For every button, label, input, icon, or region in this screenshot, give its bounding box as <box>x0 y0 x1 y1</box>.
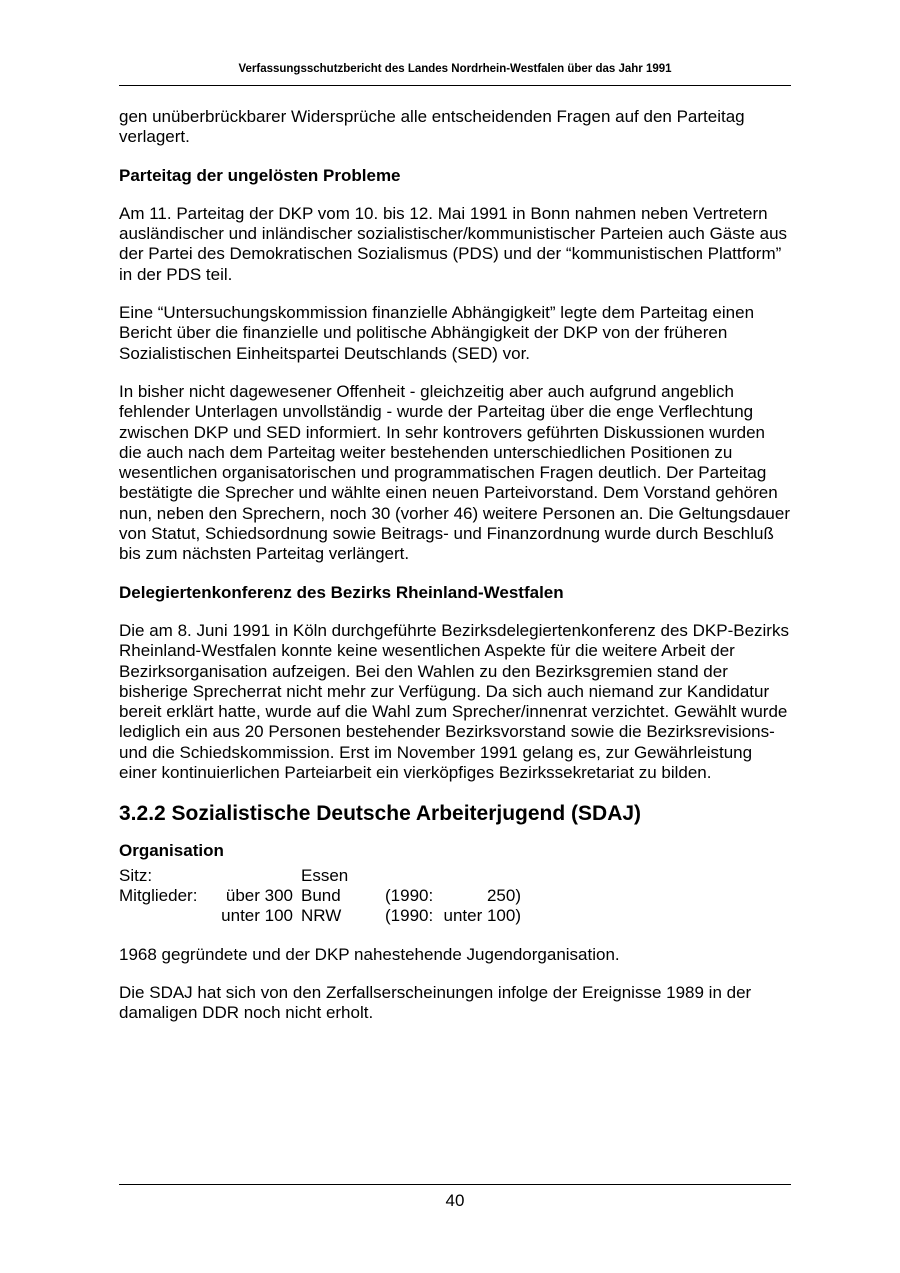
paragraph: Die SDAJ hat sich von den Zerfallserscheinungen infolge der Ereignisse 1989 in der damaligen DDR noch nicht erholt. <box>119 982 752 1023</box>
member-scope: Bund <box>301 885 341 905</box>
section-heading-parteitag: Parteitag der ungelösten Probleme <box>119 165 401 185</box>
table-row <box>119 906 521 926</box>
page-body <box>119 107 791 1041</box>
organisation-table <box>119 866 521 927</box>
section-heading-delegiertenkonferenz: Delegiertenkonferenz des Bezirks Rheinland-Westfalen <box>119 582 564 602</box>
subheading-organisation: Organisation <box>119 841 224 861</box>
chapter-heading-sdaj: 3.2.2 Sozialistische Deutsche Arbeiterjugend (SDAJ) <box>119 802 642 826</box>
sitz-value: Essen <box>301 865 349 885</box>
paragraph: Eine “Untersuchungskommission finanzielle Abhängigkeit” legte dem Parteitag einen Bericht über die finanzielle und politische Abhängigkeit der DKP von der früheren Sozialistischen Einheitspartei Deutschlands (SED) vor. <box>119 303 755 363</box>
sitz-label: Sitz: <box>119 865 153 885</box>
paragraph: In bisher nicht dagewesener Offenheit - gleichzeitig aber auch aufgrund angeblich fehlender Unterlagen unvollständig - wurde der Parteitag über die enge Verflechtung zwischen DKP und SED informiert. In sehr kontrovers geführten Diskussionen wurden die auch nach dem Parteitag weiter bestehenden unterschiedlichen Positionen zu wesentlichen organisatorischen und programmatischen Fragen deutlich. Der Parteitag bestätigte die Sprecher und wählte einen neuen Parteivorstand. Dem Vorstand gehören nun, neben den Sprechern, noch 30 (vorher 46) weitere Personen an. Die Geltungsdauer von Statut, Schiedsordnung sowie Beitrags- und Finanzordnung wurde durch Beschluß bis zum nächsten Parteitag verlängert. <box>119 381 790 564</box>
footer-rule <box>119 1184 791 1185</box>
paragraph: Am 11. Parteitag der DKP vom 10. bis 12. Mai 1991 in Bonn nahmen neben Vertretern ausländischer und inländischer sozialistischer/kommunistischer Parteien auch Gäste aus der Partei des Demokratischen Sozialismus (PDS) und der “kommunistischen Plattform” in der PDS teil. <box>119 203 788 284</box>
table-row <box>119 886 521 906</box>
members-label: Mitglieder: <box>119 885 198 905</box>
running-header: Verfassungsschutzbericht des Landes Nordrhein-Westfalen über das Jahr 1991 <box>238 63 672 75</box>
intro-paragraph: gen unüberbrückbarer Widersprüche alle entscheidenden Fragen auf den Parteitag verlagert. <box>119 107 745 147</box>
table-row <box>119 866 521 886</box>
member-scope: NRW <box>301 906 342 926</box>
paragraph: Die am 8. Juni 1991 in Köln durchgeführte Bezirksdelegiertenkonferenz des DKP-Bezirks Rheinland-Westfalen konnte keine wesentlichen Aspekte für die weitere Arbeit der Bezirksorganisation aufzeigen. Bei den Wahlen zu den Bezirksgremien stand der bisherige Sprecherrat nicht mehr zur Verfügung. Da sich auch niemand zur Kandidatur bereit erklärt hatte, wurde auf die Wahl zum Sprecher/innenrat verzichtet. Gewählt wurde lediglich ein aus 20 Personen bestehender Bezirksvorstand sowie die Bezirksrevisions- und die Schiedskommission. Erst im November 1991 gelang es, zur Gewährleistung einer kontinuierlichen Parteiarbeit ein vierköpfiges Bezirkssekretariat zu bilden. <box>119 620 789 783</box>
previous-year-value: 250) <box>486 885 521 905</box>
member-count: über 300 <box>225 885 293 905</box>
header-rule <box>119 85 791 86</box>
previous-year-value: unter 100) <box>443 906 521 926</box>
page-number: 40 <box>445 1191 465 1210</box>
previous-year-label: (1990: <box>385 906 434 926</box>
member-count: unter 100 <box>221 906 293 926</box>
paragraph: 1968 gegründete und der DKP nahestehende Jugendorganisation. <box>119 944 620 964</box>
previous-year-label: (1990: <box>385 885 434 905</box>
